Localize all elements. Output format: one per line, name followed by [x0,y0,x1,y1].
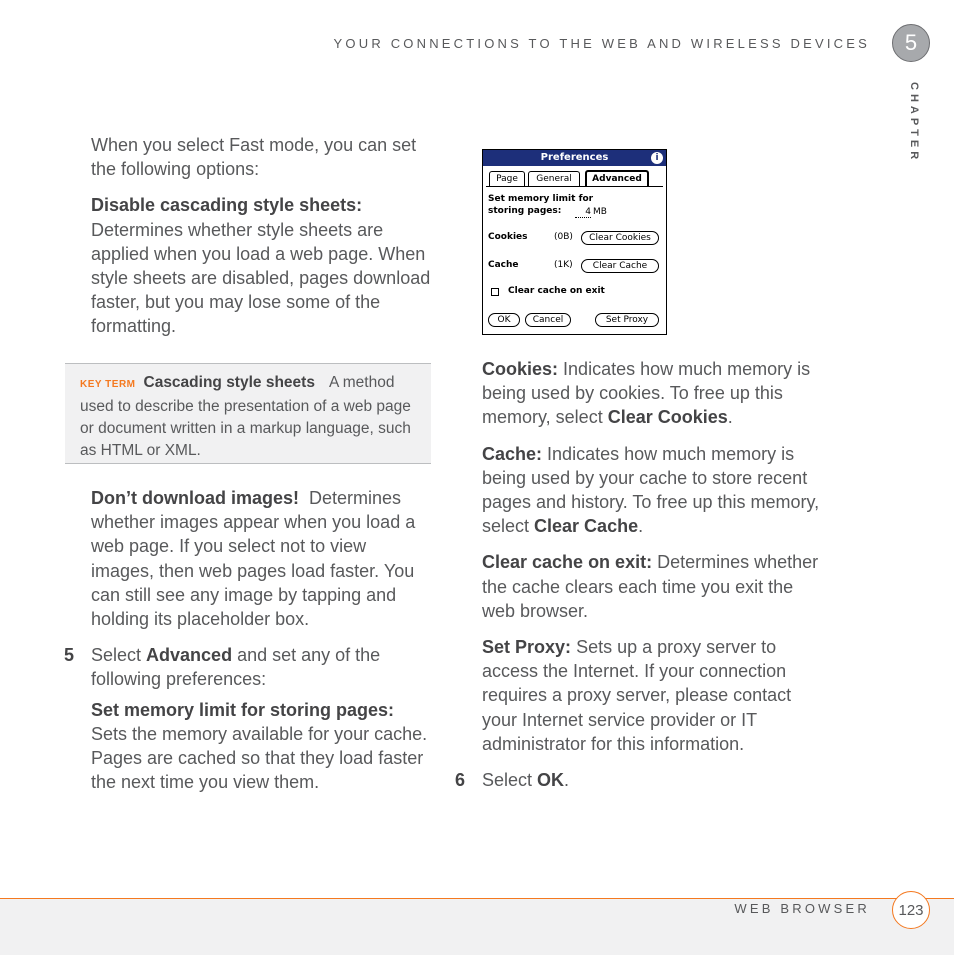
right-column [455,357,827,792]
footer-section-title: WEB BROWSER [734,901,870,916]
cookies-bold: Clear Cookies [607,407,728,428]
memory-term: Set memory limit for storing pages: [91,699,395,720]
cache-bold: Clear Cache [534,516,639,537]
step-6-pre: Select [482,770,538,791]
cache-end: . [638,516,644,537]
palm-tab-page: Page [489,171,525,186]
cache-term: Cache: [482,443,543,464]
palm-memory-unit: MB [593,207,607,217]
palm-tab-divider [486,186,663,187]
palm-ok-button: OK [488,313,520,327]
palm-title: Preferences [540,152,609,163]
page-number: 123 [892,891,930,929]
palm-tab-general: General [528,171,580,186]
palm-clear-on-exit-label: Clear cache on exit [508,286,605,296]
palm-memory-label-2: storing pages: [488,206,562,216]
clear-exit-text: Determines whether the cache clears each time you exit the web browser. [482,552,819,621]
palm-set-proxy-button: Set Proxy [595,313,659,327]
cookies-text: Indicates how much memory is being used by cookies. To free up this memory, select [482,359,811,428]
cookies-description [482,357,827,430]
palm-title-bar [483,150,666,166]
palm-cookies-label: Cookies [488,232,528,242]
step-6-number: 6 [455,770,466,791]
chapter-label: CHAPTER [908,82,920,164]
proxy-description [482,635,827,756]
memory-option [91,698,433,795]
palm-memory-label-1: Set memory limit for [488,194,594,204]
info-icon: i [651,152,663,164]
memory-text: Sets the memory available for your cache. Pages are cached so that they load faster the next time you view them. [91,723,428,793]
palm-cache-size: (1K) [554,260,573,270]
cache-text: Indicates how much memory is being used by your cache to store recent pages and history. To free up this memory, select [482,443,820,537]
disable-css-option [91,193,433,338]
cookies-end: . [727,407,733,428]
palm-tab-advanced: Advanced [585,170,649,187]
step-6-bold: OK [537,770,565,791]
key-term-term: Cascading style sheets [143,374,315,391]
proxy-text: Sets up a proxy server to access the Internet. If your connection requires a proxy server, please contact your Internet service provider or IT administrator for this information. [482,637,792,754]
dont-download-term: Don’t download images! [91,488,300,508]
step-6-post: . [564,770,570,791]
key-term-tag: KEY TERM [80,379,136,390]
clear-exit-description [482,550,827,623]
dont-download-text: Determines whether images appear when you load a web page. If you select not to view images, then web pages load faster. You can still see any image by tapping and holding its placeholder box. [91,488,416,630]
step-5-bold: Advanced [146,645,233,666]
step-5-post: and set any of the following preferences: [91,645,381,690]
chapter-number-badge: 5 [892,24,930,62]
clear-exit-term: Clear cache on exit: [482,552,653,573]
running-header: YOUR CONNECTIONS TO THE WEB AND WIRELESS DEVICES [333,36,870,51]
cookies-term: Cookies: [482,359,559,379]
step-6 [455,768,827,792]
step-5 [64,643,433,691]
step-5-pre: Select [91,645,147,666]
step-5-number: 5 [64,645,75,666]
palm-cache-label: Cache [488,260,519,270]
palm-cancel-button: Cancel [525,313,571,327]
dont-download-option [91,486,433,631]
left-column-lower [64,486,433,794]
cache-description [482,442,827,539]
palm-memory-value: 4 [575,207,591,218]
palm-preferences-screenshot [482,149,667,335]
disable-css-text: Determines whether style sheets are applied when you load a web page. When style sheets are disabled, pages download faster, but you may lose some of the formatting. [91,219,431,337]
disable-css-term: Disable cascading style sheets: [91,195,363,216]
key-term-box [65,363,431,464]
palm-cookies-size: (0B) [554,232,573,242]
palm-clear-cookies-button: Clear Cookies [581,231,659,245]
key-term-definition: A method used to describe the presentation of a web page or document written in a markup language, such as HTML or XML. [80,374,411,459]
palm-clear-cache-button: Clear Cache [581,259,659,273]
palm-clear-on-exit-checkbox [491,288,499,296]
intro-paragraph: When you select Fast mode, you can set the following options: [91,135,417,180]
left-column [91,133,433,339]
proxy-term: Set Proxy: [482,637,572,658]
